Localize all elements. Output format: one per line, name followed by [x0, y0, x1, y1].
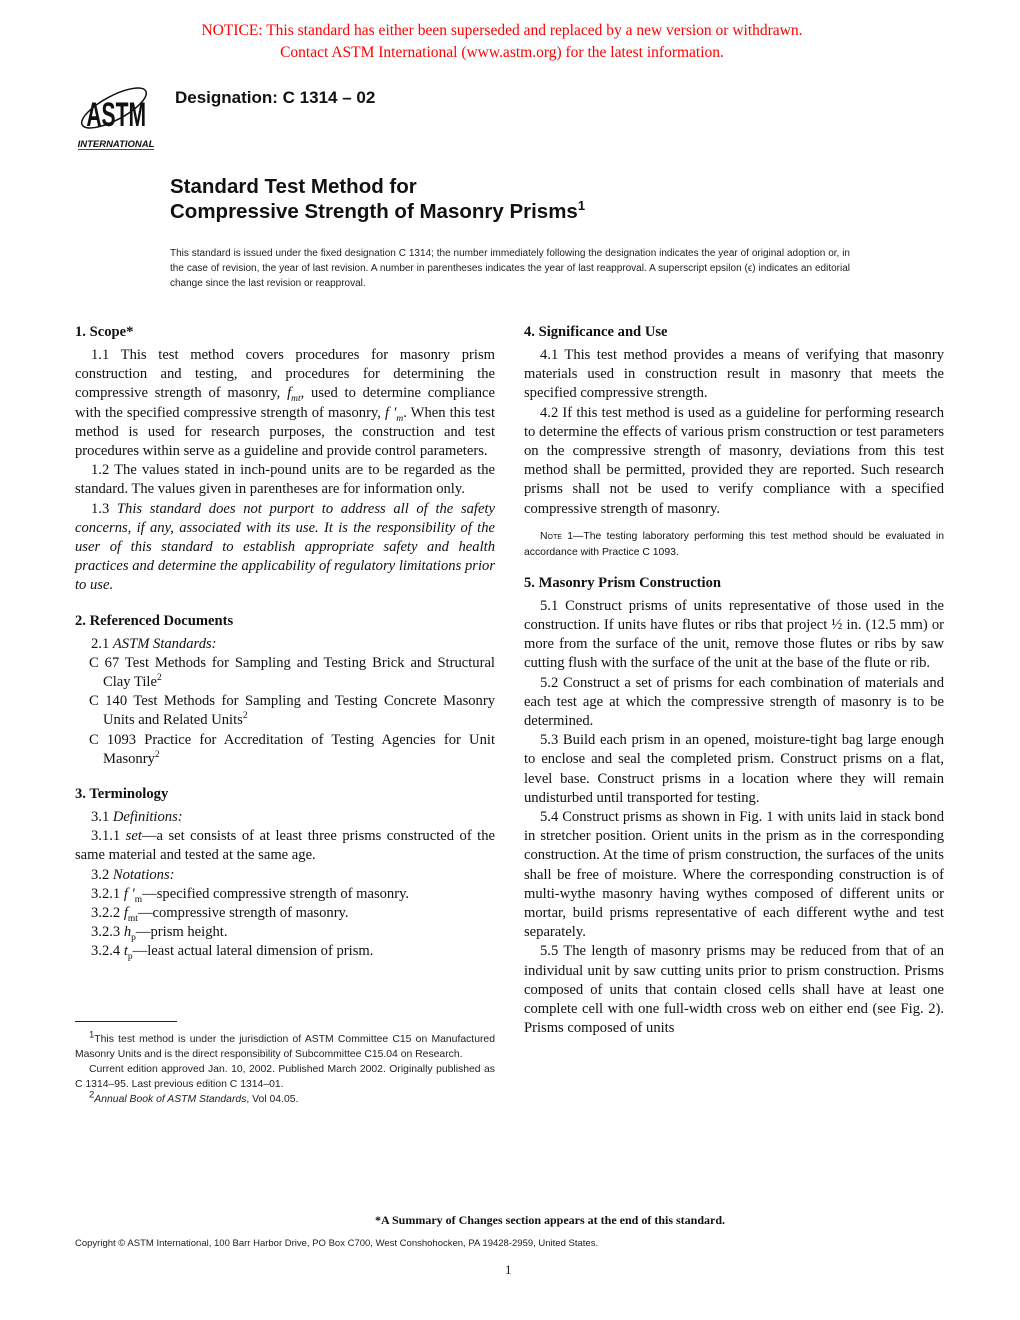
- note-text: —The testing laboratory performing this test method should be evaluated in accordance with Practice C 1093.: [524, 530, 944, 558]
- notice-line-1: NOTICE: This standard has either been superseded and replaced by a new version or withdrawn.: [201, 22, 803, 39]
- paragraph-2-1: [75, 635, 495, 654]
- footnote-2: [75, 1089, 495, 1107]
- reference-text: C 1093 Practice for Accreditation of Testing Agencies for Unit Masonry: [89, 731, 495, 767]
- definition: —least actual lateral dimension of prism.: [132, 943, 374, 960]
- left-column: [75, 322, 495, 962]
- text: , used to determine compliance with the specified compressive strength of masonry,: [75, 385, 495, 421]
- note-1: [524, 529, 944, 561]
- paragraph-1-1: [75, 346, 495, 461]
- label: ASTM Standards:: [112, 635, 217, 652]
- reference-item: [75, 731, 495, 769]
- document-title: [170, 174, 585, 224]
- symbol: t: [123, 943, 128, 960]
- footnote-mark: 2: [89, 1089, 95, 1101]
- subscript: m: [134, 894, 143, 905]
- paragraph-1-2: 1.2 The values stated in inch-pound units are to be regarded as the standard. The values given in parentheses are for information only.: [75, 462, 495, 498]
- summary-of-changes-note: *A Summary of Changes section appears at the end of this standard.: [374, 1213, 726, 1227]
- subscript: p: [131, 933, 136, 944]
- paragraph-number: 3.2.2: [91, 905, 124, 922]
- footnote-divider: [75, 1021, 177, 1022]
- paragraph-3-1: [75, 808, 495, 827]
- text: 1.1 This test method covers procedures for masonry prism construction and testing, and procedures for determining the compressive strength of masonry,: [75, 347, 495, 402]
- astm-international-logo-icon: [74, 78, 160, 150]
- paragraph-number: 3.1: [91, 809, 113, 826]
- paragraph-number: 1.3: [91, 500, 117, 517]
- paragraph-number: 3.2: [91, 866, 113, 883]
- paragraph-5-5: 5.5 The length of masonry prisms may be reduced from that of an individual unit by saw cutting units prior to prism construction. Prisms composed of units that contain closed cells shall have at least one complete cell with one full-width cross web on either end (see Fig. 2). Prisms composed of units: [524, 943, 944, 1037]
- paragraph-5-2: 5.2 Construct a set of prisms for each combination of materials and each test age at which the compressive strength of masonry is to be determined.: [524, 674, 944, 730]
- label: Definitions:: [112, 809, 183, 826]
- paragraph-number: 3.2.1: [91, 885, 124, 902]
- paragraph-number: 3.1.1: [91, 828, 126, 845]
- paragraph-4-1: 4.1 This test method provides a means of verifying that masonry materials used in construction result in masonry that meets the specified compressive strength.: [524, 347, 944, 402]
- title-line-2: [170, 199, 585, 224]
- logo-letters: ASTM: [86, 94, 146, 134]
- footnote-mark: 2: [156, 673, 162, 684]
- definition: —specified compressive strength of masonry.: [142, 885, 410, 902]
- section-significance-and-use: [524, 322, 944, 561]
- subscript: mt: [291, 394, 301, 405]
- definition: —prism height.: [135, 924, 228, 941]
- safety-statement: This standard does not purport to address all of the safety concerns, if any, associated with its use. It is the responsibility of the user of this standard to establish appropriate safety and health practices and determine the applicability of regulatory limitations prior to use.: [75, 500, 495, 594]
- section-heading: 3. Terminology: [75, 786, 169, 803]
- footnote-mark: 2: [242, 711, 248, 722]
- footnote-mark: 1: [89, 1029, 95, 1041]
- definition: —compressive strength of masonry.: [137, 905, 349, 922]
- section-terminology: [75, 784, 495, 962]
- symbol: h: [123, 924, 132, 941]
- symbol: f ′: [385, 404, 397, 421]
- note-label: Note 1: [540, 530, 574, 542]
- paragraph-1-3: [75, 500, 495, 596]
- footnote-1-edition: Current edition approved Jan. 10, 2002. Published March 2002. Originally published as C 1314–95. Last previous edition C 1314–01.: [75, 1064, 495, 1090]
- notation-item: [75, 904, 495, 923]
- notice-line-2: Contact ASTM International (www.astm.org) for the latest information.: [280, 44, 724, 61]
- copyright-line: Copyright © ASTM International, 100 Barr Harbor Drive, PO Box C700, West Conshohocken, PA 19428-2959, United States.: [75, 1238, 599, 1249]
- superseded-notice: [0, 20, 1004, 64]
- subscript: mt: [127, 913, 138, 924]
- reference-text: C 140 Test Methods for Sampling and Testing Concrete Masonry Units and Related Units: [89, 693, 495, 729]
- label: Notations:: [112, 866, 175, 883]
- subscript: m: [396, 413, 404, 424]
- paragraph-5-1: 5.1 Construct prisms of units representative of those used in the construction. If units have flutes or ribs that project ½ in. (12.5 mm) or more from the surface of the unit, remove those flutes or ribs by saw cutting flush with the surface of the unit at the base of the flute or rib.: [524, 597, 944, 672]
- section-heading: 4. Significance and Use: [524, 324, 668, 340]
- definition: —a set consists of at least three prisms constructed of the same material and tested at the same age.: [75, 828, 495, 864]
- title-footnote-mark: 1: [577, 198, 586, 214]
- section-scope: [75, 322, 495, 596]
- symbol: f ′: [123, 885, 135, 902]
- symbol: f: [123, 905, 128, 922]
- paragraph-number: 2.1: [91, 635, 113, 652]
- footnote-1: [75, 1029, 495, 1062]
- paragraph-5-3: 5.3 Build each prism in an opened, moisture-tight bag large enough to enclose and seal the completed prism. Construct prisms on a flat, level base. Construct prisms in a location where they will remain undisturbed until transported for testing.: [524, 732, 944, 806]
- title-line-2-text: Compressive Strength of Masonry Prisms: [170, 200, 578, 223]
- footnote-text: This test method is under the jurisdiction of ASTM Committee C15 on Manufactured Masonry Units and is the direct responsibility of Subcommittee C15.04 on Research.: [75, 1034, 495, 1060]
- reference-item: [75, 654, 495, 692]
- notation-item: [75, 923, 495, 942]
- paragraph-4-2: 4.2 If this test method is used as a guideline for performing research to determine the effects of various prism construction or test parameters on the compressive strength of masonry, deviations from this test method shall be permitted, provided they are reported. Such research prisms shall not be used to verify compliance with a specified compressive strength of masonry.: [524, 404, 944, 517]
- section-masonry-prism-construction: [524, 573, 944, 1039]
- symbol: f: [287, 385, 292, 402]
- page-number: 1: [505, 1262, 512, 1277]
- right-column: [524, 322, 944, 1039]
- footnotes: [75, 1029, 495, 1107]
- reference-text: C 67 Test Methods for Sampling and Testing Brick and Structural Clay Tile: [89, 654, 495, 691]
- designation: Designation: C 1314 – 02: [175, 88, 376, 107]
- paragraph-3-1-1: [75, 827, 495, 865]
- reference-item: [75, 692, 495, 730]
- footnote-mark: 2: [154, 750, 160, 760]
- logo-international: INTERNATIONAL: [77, 139, 155, 150]
- section-referenced-documents: [75, 611, 495, 769]
- paragraph-number: 3.2.3: [91, 924, 124, 941]
- notation-item: [75, 942, 495, 961]
- paragraph-3-2: [75, 866, 495, 885]
- footnote-title: Annual Book of ASTM Standards: [94, 1094, 247, 1105]
- footnote-text: , Vol 04.05.: [246, 1094, 299, 1105]
- notation-item: [75, 885, 495, 904]
- section-heading: 2. Referenced Documents: [75, 612, 234, 629]
- term: set: [125, 828, 142, 845]
- section-heading: 1. Scope*: [75, 324, 134, 340]
- paragraph-number: 3.2.4: [91, 943, 124, 960]
- issuance-statement: This standard is issued under the fixed designation C 1314; the number immediately following the designation indicates the year of original adoption or, in the case of revision, the year of last revision. A number in parentheses indicates the year of last reapproval. A superscript epsilon (ϵ) indicates an editorial change since the last revision or reapproval.: [170, 248, 850, 289]
- subscript: p: [127, 952, 133, 963]
- section-heading: 5. Masonry Prism Construction: [524, 574, 722, 591]
- paragraph-5-4: 5.4 Construct prisms as shown in Fig. 1 with units laid in stack bond in stretcher position. Orient units in the prism as in the corresponding construction. At the time of prism construction, the surfaces of the units shall be free of moisture. Where the corresponding construction is of multi-wythe masonry having wythes composed of different units or mortar, build prisms representative of each different wythe and test separately.: [524, 809, 944, 941]
- text: . When this test method is used for research purposes, the construction and test procedures within serve as a guideline and provide control parameters.: [75, 404, 496, 460]
- title-line-1: Standard Test Method for: [170, 175, 417, 198]
